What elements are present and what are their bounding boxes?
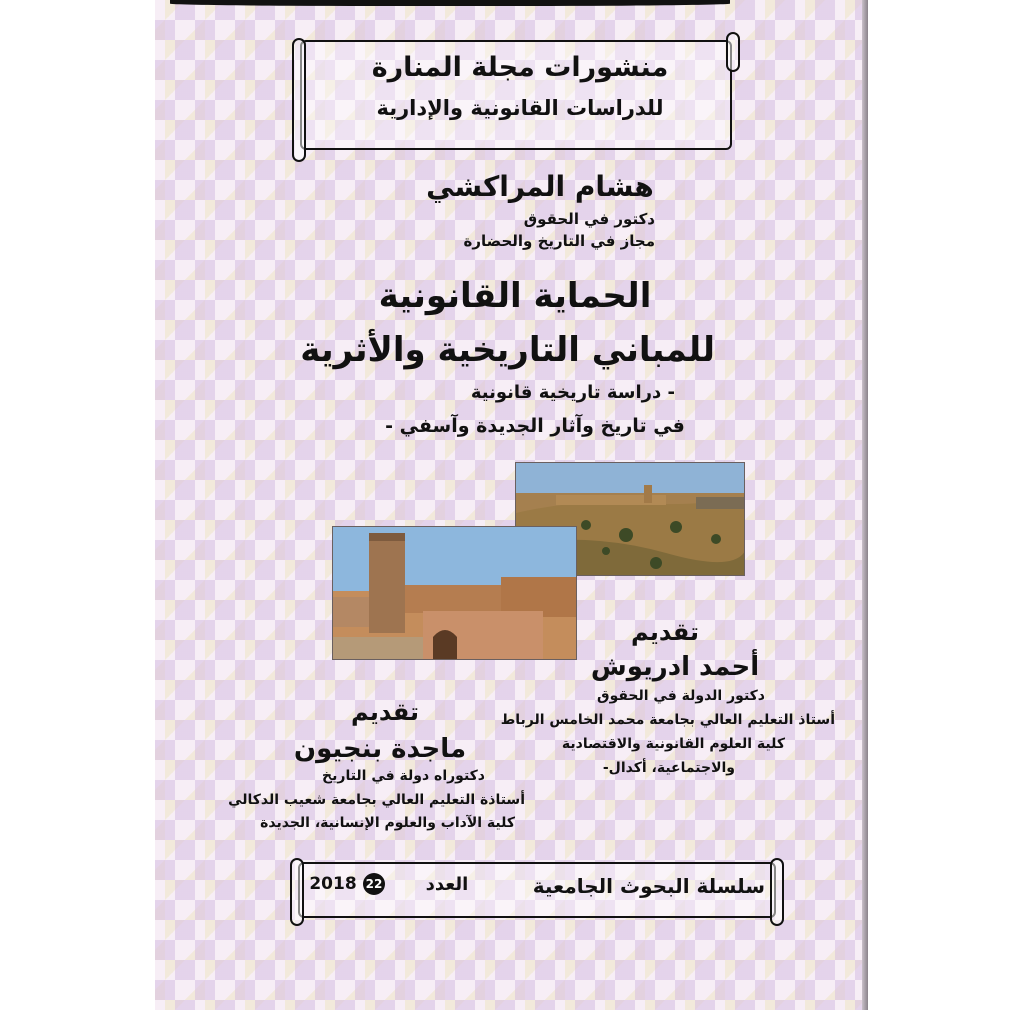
preface-right-line4: والاجتماعية، أكدال- — [602, 760, 735, 776]
author-name: هشام المراكشي — [426, 170, 654, 203]
author-degree1: دكتور في الحقوق — [523, 210, 655, 228]
fortress-walls-image — [333, 527, 577, 660]
book-subtitle2: في تاريخ وآثار الجديدة وآسفي - — [385, 415, 685, 437]
scan-right-margin — [866, 0, 1024, 1024]
preface-left-line2: أستاذة التعليم العالي بجامعة شعيب الدكالي — [228, 792, 525, 808]
preface-right-line1: دكتور الدولة في الحقوق — [597, 688, 765, 704]
publisher-line2: للدراسات القانونية والإدارية — [376, 96, 664, 120]
series-issue-label: العدد — [425, 874, 469, 895]
preface-left-line1: دكتوراه دولة في التاريخ — [322, 768, 485, 784]
fortress-walls-photo — [332, 526, 577, 660]
preface-right-name: أحمد ادريوش — [590, 652, 760, 682]
banner-left-curl — [292, 38, 306, 162]
book-title-line2: للمباني التاريخية والأثرية — [300, 330, 715, 370]
author-degree2: مجاز في التاريخ والحضارة — [463, 232, 655, 250]
preface-right-heading: تقديم — [631, 618, 699, 646]
series-year: 2018 — [309, 874, 357, 894]
issue-number: 22 — [363, 873, 385, 895]
book-title-line1: الحماية القانونية — [378, 276, 652, 316]
banner-right-curl — [726, 32, 740, 72]
series-name: سلسلة البحوث الجامعية — [532, 874, 765, 898]
publisher-line1: منشورات مجلة المنارة — [371, 52, 669, 83]
preface-right-line2: أستاذ التعليم العالي بجامعة محمد الخامس الرباط — [500, 712, 835, 728]
book-cover — [155, 0, 866, 1010]
preface-left-heading: تقديم — [351, 698, 419, 726]
series-right-curl — [770, 858, 784, 926]
book-subtitle1: - دراسة تاريخية قانونية — [470, 382, 675, 403]
scan-left-margin — [0, 0, 155, 1024]
preface-left-name: ماجدة بنجيون — [293, 734, 467, 764]
series-left-curl — [290, 858, 304, 926]
preface-right-line3: كلية العلوم القانونية والاقتصادية — [561, 736, 785, 752]
scan-top-shadow — [170, 0, 730, 6]
issue-number-badge — [363, 873, 385, 895]
preface-left-line3: كلية الآداب والعلوم الإنسانية، الجديدة — [260, 815, 515, 831]
cover-right-edge — [862, 0, 868, 1010]
